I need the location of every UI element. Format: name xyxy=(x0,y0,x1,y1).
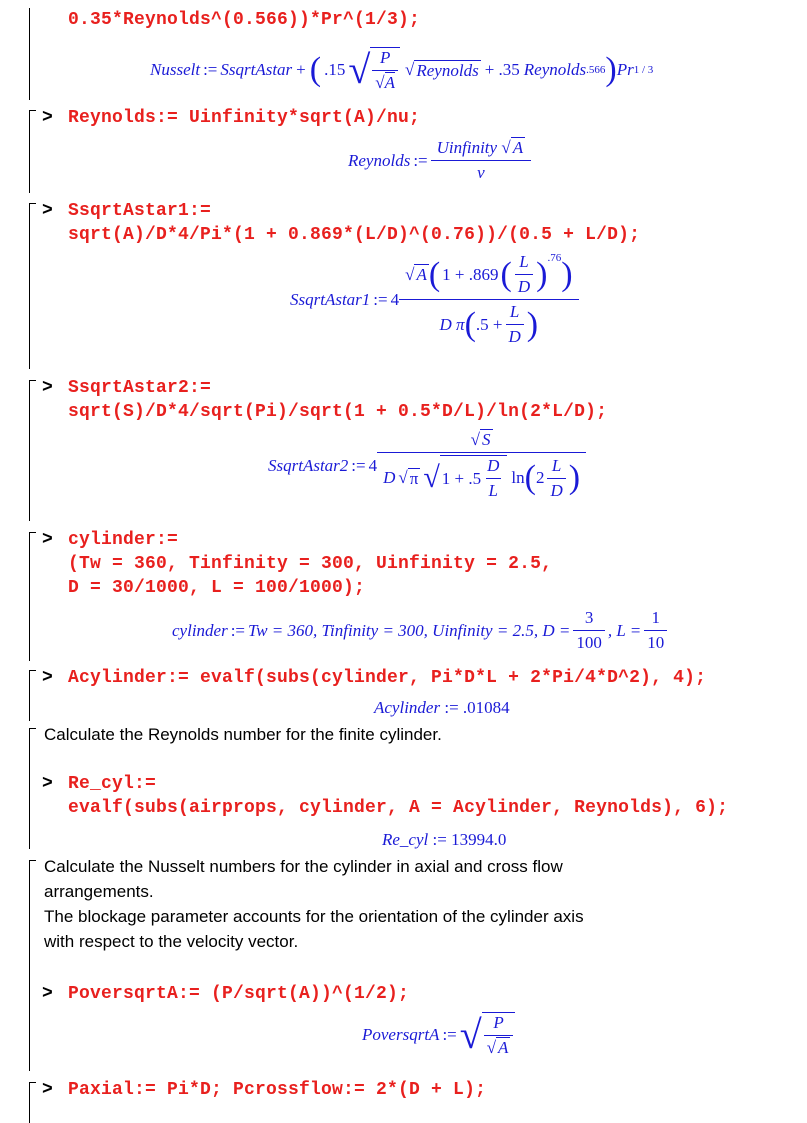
d-fraction xyxy=(573,608,605,653)
assign-op: := xyxy=(230,620,246,640)
frac-den: D xyxy=(547,478,565,501)
frac-num: P xyxy=(379,48,391,67)
code-line[interactable]: PoversqrtA:= (P/sqrt(A))^(1/2); xyxy=(68,984,410,1004)
exponent: .76 xyxy=(547,252,562,264)
frac-num: √ S xyxy=(470,430,491,449)
l-over-d xyxy=(515,252,533,297)
assign-op: := xyxy=(351,455,366,475)
code-line[interactable]: sqrt(A)/D*4/Pi*(1 + 0.869*(L/D)^(0.76))/(0.5 + L/D); xyxy=(68,225,641,245)
fraction xyxy=(482,1012,516,1058)
output-lhs: PoversqrtA xyxy=(362,1025,440,1044)
frac-den-var: A xyxy=(384,73,396,92)
output-poversqrta xyxy=(362,1012,518,1058)
code-line[interactable]: Reynolds:= Uinfinity*sqrt(A)/nu; xyxy=(68,108,421,128)
group-bracket-re-cyl xyxy=(29,728,36,849)
sqrt-sign: √ xyxy=(398,468,408,487)
exponent: 1 / 3 xyxy=(633,64,654,76)
frac-num: P xyxy=(493,1013,504,1032)
exponent: .566 xyxy=(586,64,606,76)
assign-op: := xyxy=(203,60,218,79)
group-bracket-acylinder xyxy=(29,670,36,721)
output-acylinder xyxy=(374,698,510,718)
output-lhs: cylinder xyxy=(172,620,228,640)
code-line[interactable]: sqrt(S)/D*4/sqrt(Pi)/sqrt(1 + 0.5*D/L)/ln(2*L/D); xyxy=(68,402,608,422)
output-lhs: Acylinder xyxy=(374,698,441,717)
den-left: D π xyxy=(439,314,465,334)
inner-term: 1 + .869 xyxy=(442,264,499,284)
comment-text: arrangements. xyxy=(44,882,154,901)
frac-den: √A xyxy=(372,70,398,93)
right-paren: ) xyxy=(561,255,573,293)
comment-text: with respect to the velocity vector. xyxy=(44,932,299,951)
code-line[interactable]: Acylinder:= evalf(subs(cylinder, Pi*D*L + 2*Pi/4*D^2), 4); xyxy=(68,668,707,688)
code-line[interactable]: SsqrtAstar2:= xyxy=(68,378,212,398)
fraction xyxy=(402,252,575,347)
prompt: > xyxy=(42,201,53,221)
frac-den xyxy=(399,299,578,347)
code-line[interactable]: cylinder:= xyxy=(68,530,179,550)
right-paren: ) xyxy=(526,305,539,343)
assign-op: := xyxy=(413,150,428,170)
output-term: SsqrtAstar xyxy=(220,60,293,79)
frac-num: 3 xyxy=(584,608,594,627)
reynolds-term: Reynolds xyxy=(523,60,587,79)
frac-den: 10 xyxy=(644,630,667,653)
assign-op: := xyxy=(444,698,459,717)
assign-op: := xyxy=(373,289,388,309)
code-line[interactable]: (Tw = 360, Tinfinity = 300, Uinfinity = 2.5, xyxy=(68,554,553,574)
d-over-l xyxy=(484,456,502,501)
sqrt-arg: π xyxy=(409,468,419,488)
comment-text: Calculate the Reynolds number for the finite cylinder. xyxy=(44,725,442,744)
den-left: D xyxy=(383,468,396,487)
output-nusselt xyxy=(150,38,653,102)
left-paren: ( xyxy=(309,51,322,88)
output-value: .01084 xyxy=(462,698,510,717)
output-ssqrtastar2 xyxy=(268,430,586,501)
frac-den: L xyxy=(486,478,501,501)
code-line[interactable]: SsqrtAstar1:= xyxy=(68,201,212,221)
fraction xyxy=(434,138,528,183)
code-line[interactable]: evalf(subs(airprops, cylinder, A = Acylinder, Reynolds), 6); xyxy=(68,798,729,818)
code-line[interactable]: Paxial:= Pi*D; Pcrossflow:= 2*(D + L); xyxy=(68,1080,487,1100)
prompt: > xyxy=(42,108,53,128)
right-paren: ) xyxy=(568,459,581,496)
frac-den: D xyxy=(506,324,524,347)
left-paren: ( xyxy=(464,305,476,343)
frac-num: L xyxy=(551,455,562,475)
plus-op: + xyxy=(296,60,306,79)
left-paren: ( xyxy=(428,255,441,293)
left-paren: ( xyxy=(500,255,512,293)
output-reynolds xyxy=(348,138,531,183)
fraction-p-over-sqrt-a xyxy=(370,47,400,93)
group-bracket-reynolds xyxy=(29,110,36,193)
left-paren: ( xyxy=(524,459,536,496)
output-lhs: Reynolds xyxy=(348,150,411,170)
output-lhs: SsqrtAstar1 xyxy=(290,289,371,309)
group-bracket-nusselt xyxy=(29,8,30,100)
l-fraction xyxy=(644,608,667,653)
right-paren: ) xyxy=(605,51,617,88)
ln-op: ln xyxy=(511,468,525,487)
prompt: > xyxy=(42,378,53,398)
frac-den: 100 xyxy=(573,630,605,653)
sqrt-sign: √ xyxy=(459,1012,482,1057)
output-ssqrtastar1 xyxy=(290,252,579,347)
output-value: 13994.0 xyxy=(451,830,507,849)
coef: 4 xyxy=(390,289,400,309)
output-cylinder xyxy=(172,608,670,653)
sqrt-arg: A xyxy=(498,1038,509,1057)
frac-den: D xyxy=(515,274,533,297)
group-bracket-poversqrta xyxy=(29,860,36,1071)
sqrt-sign: √ xyxy=(423,461,440,494)
group-bracket-ssqrtastar1 xyxy=(29,203,36,369)
frac-num: L xyxy=(509,302,520,321)
sqrt-arg: Reynolds xyxy=(416,60,479,80)
l-over-d xyxy=(547,456,565,501)
fraction xyxy=(380,430,583,501)
right-paren: ) xyxy=(536,255,548,293)
comment-text: Calculate the Nusselt numbers for the cylinder in axial and cross flow xyxy=(44,857,563,876)
assign-op: := xyxy=(442,1025,457,1044)
frac-num: Uinfinity √ A xyxy=(436,138,524,157)
prompt: > xyxy=(42,668,53,688)
frac-num: L xyxy=(519,252,529,271)
sqrt-sign: √ xyxy=(405,60,415,79)
assign-op: := xyxy=(432,830,447,849)
code-line[interactable]: Re_cyl:= xyxy=(68,774,157,794)
l-label: , L = xyxy=(607,620,642,640)
group-bracket-paxial xyxy=(29,1082,36,1123)
sqrt-arg: A xyxy=(416,265,427,284)
output-lhs: Re_cyl xyxy=(382,830,429,849)
group-bracket-ssqrtastar2 xyxy=(29,380,36,521)
sqrt-arg: S xyxy=(482,430,491,449)
output-lhs: Nusselt xyxy=(150,60,201,79)
prompt: > xyxy=(42,774,53,794)
group-bracket-cylinder xyxy=(29,532,36,661)
num-var: Uinfinity xyxy=(436,138,498,157)
sqrt-body xyxy=(440,455,508,501)
den-inner: 1 + .5 xyxy=(441,468,482,488)
sqrt-arg: A xyxy=(512,138,524,157)
frac-num: √ A ( 1 + .869 ( $\frac{L}{D}$ ) $^{.76}$ ) xyxy=(405,252,573,296)
code-line[interactable]: 0.35*Reynolds^(0.566))*Pr^(1/3); xyxy=(68,10,421,30)
frac-den: √ A xyxy=(484,1035,514,1058)
coef: .15 xyxy=(324,60,346,79)
prompt: > xyxy=(42,984,53,1004)
prompt: > xyxy=(42,530,53,550)
code-line[interactable]: D = 30/1000, L = 100/1000); xyxy=(68,578,366,598)
plus-term: + .35 xyxy=(484,60,520,79)
pr-term: Pr xyxy=(616,60,634,79)
sqrt-sign: √ xyxy=(348,47,371,92)
den-inner: .5 + xyxy=(475,314,503,334)
output-lhs: SsqrtAstar2 xyxy=(268,455,349,475)
l-over-d xyxy=(506,302,524,347)
frac-num: 1 xyxy=(651,608,660,627)
output-re-cyl xyxy=(382,830,506,850)
comment-text: The blockage parameter accounts for the orientation of the cylinder axis xyxy=(44,907,584,926)
frac-num: D xyxy=(487,456,500,475)
frac-den xyxy=(377,452,586,501)
coef: 4 xyxy=(368,455,378,475)
prompt: > xyxy=(42,1080,53,1100)
ln-coef: 2 xyxy=(535,468,545,487)
output-text: Tw = 360, Tinfinity = 300, Uinfinity = 2.5, D = xyxy=(248,620,571,640)
den-var: ν xyxy=(477,163,485,182)
frac-den xyxy=(431,160,531,183)
